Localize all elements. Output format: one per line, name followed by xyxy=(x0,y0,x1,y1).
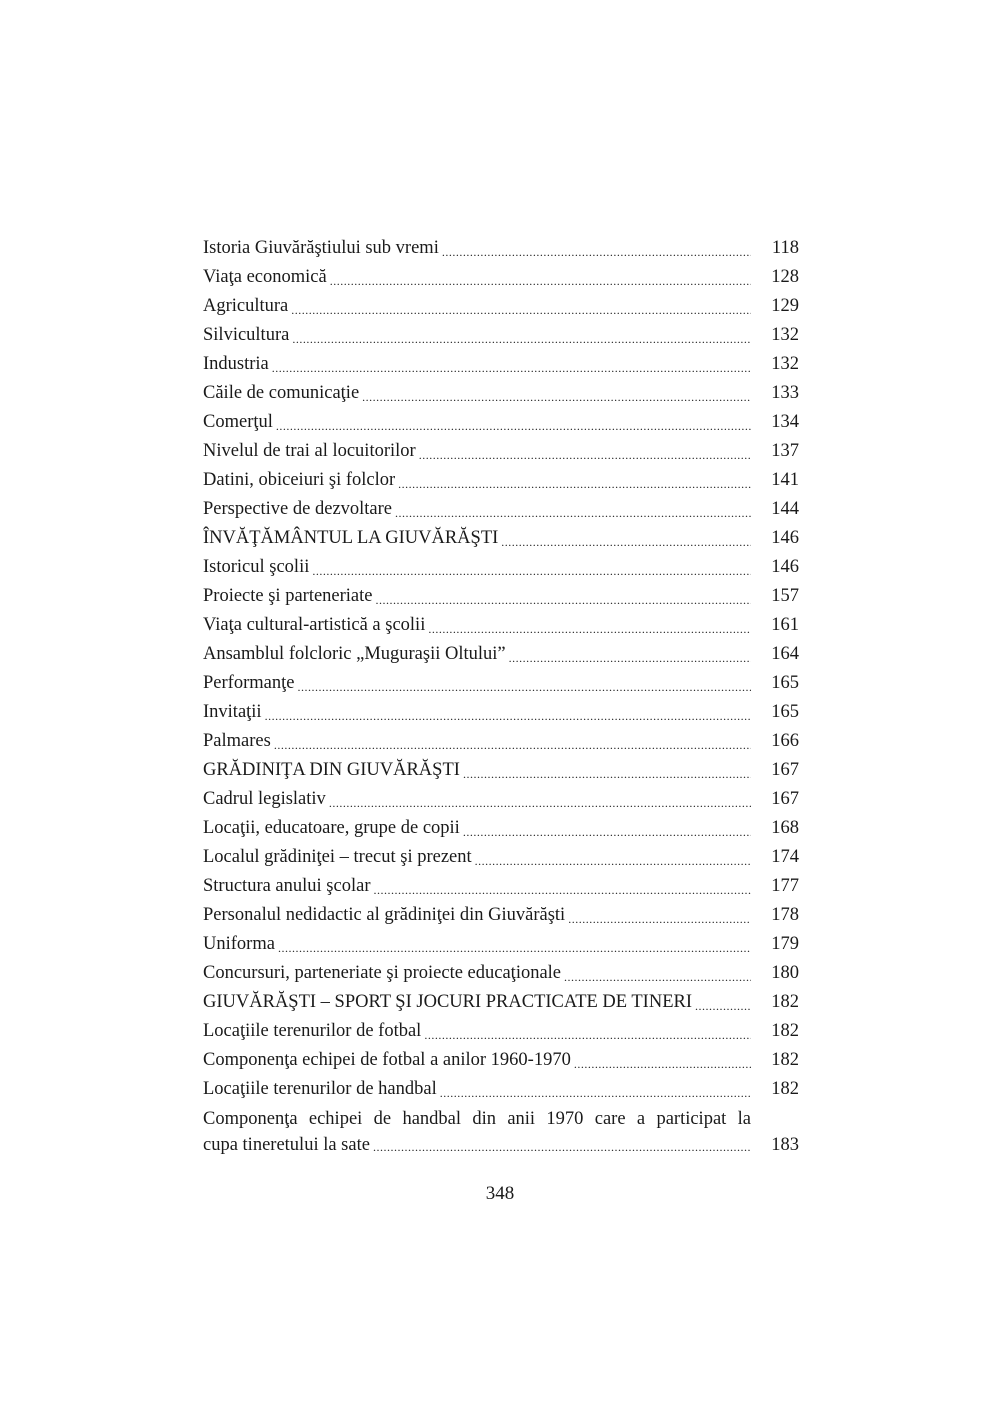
toc-entry xyxy=(203,292,799,321)
toc-entry-title: Uniforma xyxy=(203,934,275,954)
toc-entry-title: Perspective de dezvoltare xyxy=(203,499,393,519)
toc-entry xyxy=(203,1017,799,1046)
toc-entry-title: Invitaţii xyxy=(203,702,262,722)
toc-leader-dots xyxy=(274,734,751,756)
toc-entry xyxy=(203,582,799,611)
toc-entry-page: 132 xyxy=(771,354,799,374)
toc-entry xyxy=(203,756,799,785)
toc-entry-page: 178 xyxy=(771,905,799,925)
toc-entry xyxy=(203,234,799,263)
toc-leader-dots xyxy=(265,705,751,727)
toc-entry-title: Viaţa cultural-artistică a şcolii xyxy=(203,615,426,635)
toc-leader-dots xyxy=(312,560,751,582)
toc-entry xyxy=(203,1046,799,1075)
toc-entry xyxy=(203,263,799,292)
toc-leader-dots xyxy=(272,357,751,379)
toc-entry-title: Locaţii, educatoare, grupe de copii xyxy=(203,818,460,838)
toc-entry-page: 144 xyxy=(771,499,799,519)
toc-entry-title: Concursuri, parteneriate şi proiecte educaţionale xyxy=(203,963,562,983)
toc-entry xyxy=(203,640,799,669)
table-of-contents xyxy=(203,234,799,1158)
toc-entry xyxy=(203,379,799,408)
toc-entry-title: Comerţul xyxy=(203,412,273,432)
toc-entry-second-line xyxy=(203,1132,799,1158)
toc-entry-page: 183 xyxy=(771,1135,799,1155)
page-number: 348 xyxy=(485,1183,515,1204)
toc-entry-page: 133 xyxy=(771,383,799,403)
toc-entry-title: Performanţe xyxy=(203,673,295,693)
toc-entry-page: 177 xyxy=(771,876,799,896)
toc-leader-dots xyxy=(376,589,752,611)
toc-leader-dots xyxy=(278,937,751,959)
toc-entry-page: 141 xyxy=(771,470,799,490)
toc-entry-page: 161 xyxy=(771,615,799,635)
toc-entry-title: Palmares xyxy=(203,731,271,751)
toc-entry-title: Personalul nedidactic al grădiniţei din Giuvărăşti xyxy=(203,905,566,925)
toc-entry-title: GIUVĂRĂŞTI – SPORT ŞI JOCURI PRACTICATE DE TINERI xyxy=(203,992,693,1012)
toc-entry-page: 167 xyxy=(771,760,799,780)
toc-entry xyxy=(203,872,799,901)
toc-entry-title: Cadrul legislativ xyxy=(203,789,326,809)
toc-entry-page: 166 xyxy=(771,731,799,751)
toc-entry-page: 182 xyxy=(771,1021,799,1041)
toc-leader-dots xyxy=(297,676,751,698)
toc-leader-dots xyxy=(276,415,751,437)
toc-entry-title: GRĂDINIŢA DIN GIUVĂRĂŞTI xyxy=(203,760,460,780)
toc-entry-page: 128 xyxy=(771,267,799,287)
toc-leader-dots xyxy=(329,792,751,814)
toc-leader-dots xyxy=(463,821,751,843)
toc-entry-page: 146 xyxy=(771,528,799,548)
toc-entry xyxy=(203,321,799,350)
toc-leader-dots xyxy=(330,270,751,292)
toc-leader-dots xyxy=(362,386,751,408)
toc-entry-page: 146 xyxy=(771,557,799,577)
toc-entry-page: 157 xyxy=(771,586,799,606)
toc-entry xyxy=(203,350,799,379)
toc-entry xyxy=(203,669,799,698)
toc-entry xyxy=(203,959,799,988)
toc-entry-title: Industria xyxy=(203,354,269,374)
toc-leader-dots xyxy=(695,995,751,1017)
toc-entry-title-line1: Componenţa echipei de handbal din anii 1970 care a participat la xyxy=(203,1109,751,1129)
toc-entry-title: Silvicultura xyxy=(203,325,290,345)
toc-entry-page: 174 xyxy=(771,847,799,867)
toc-entry xyxy=(203,1075,799,1104)
toc-entry-page: 182 xyxy=(771,1050,799,1070)
toc-entry-page: 179 xyxy=(771,934,799,954)
toc-entry-title: Localul grădiniţei – trecut şi prezent xyxy=(203,847,472,867)
toc-entry-title: ÎNVĂŢĂMÂNTUL LA GIUVĂRĂŞTI xyxy=(203,528,499,548)
toc-entry-title: Structura anului şcolar xyxy=(203,876,371,896)
toc-entry-page: 134 xyxy=(771,412,799,432)
toc-entry xyxy=(203,495,799,524)
toc-entry xyxy=(203,988,799,1017)
toc-leader-dots xyxy=(428,618,751,640)
toc-entry-title-line2: cupa tineretului la sate xyxy=(203,1135,370,1155)
toc-entry xyxy=(203,901,799,930)
toc-leader-dots xyxy=(373,879,751,901)
toc-entry-title: Istoria Giuvărăştiului sub vremi xyxy=(203,238,439,258)
toc-entry-title: Proiecte şi parteneriate xyxy=(203,586,373,606)
toc-entry xyxy=(203,524,799,553)
toc-leader-dots xyxy=(440,1082,751,1104)
toc-entry-title: Datini, obiceiuri şi folclor xyxy=(203,470,396,490)
toc-entry xyxy=(203,698,799,727)
toc-entry-title: Agricultura xyxy=(203,296,289,316)
toc-leader-dots xyxy=(424,1024,751,1046)
toc-entry xyxy=(203,611,799,640)
toc-entry xyxy=(203,843,799,872)
toc-entry-page: 129 xyxy=(771,296,799,316)
toc-entry-page: 168 xyxy=(771,818,799,838)
toc-entry xyxy=(203,785,799,814)
toc-leader-dots xyxy=(475,850,751,872)
toc-entry-page: 182 xyxy=(771,992,799,1012)
toc-entry-page: 164 xyxy=(771,644,799,664)
toc-entry-page: 118 xyxy=(771,238,799,258)
toc-entry xyxy=(203,437,799,466)
toc-entry-title: Căile de comunicaţie xyxy=(203,383,360,403)
toc-entry xyxy=(203,727,799,756)
toc-entry-title: Viaţa economică xyxy=(203,267,327,287)
toc-entry-title: Locaţiile terenurilor de fotbal xyxy=(203,1021,422,1041)
toc-leader-dots xyxy=(419,444,751,466)
toc-leader-dots xyxy=(509,647,751,669)
toc-leader-dots xyxy=(395,502,751,524)
toc-leader-dots xyxy=(501,531,751,553)
toc-leader-dots xyxy=(463,763,751,785)
toc-leader-dots xyxy=(568,908,751,930)
toc-leader-dots xyxy=(292,328,751,350)
toc-entry-page: 137 xyxy=(771,441,799,461)
toc-entry-title: Locaţiile terenurilor de handbal xyxy=(203,1079,437,1099)
toc-entry-title: Ansamblul folcloric „Muguraşii Oltului” xyxy=(203,644,506,664)
toc-entry xyxy=(203,408,799,437)
toc-entry xyxy=(203,466,799,495)
toc-leader-dots xyxy=(398,473,751,495)
toc-entry-title: Nivelul de trai al locuitorilor xyxy=(203,441,416,461)
toc-leader-dots xyxy=(564,966,751,988)
toc-entry xyxy=(203,814,799,843)
toc-leader-dots xyxy=(373,1136,751,1158)
toc-entry-page: 165 xyxy=(771,702,799,722)
toc-entry-page: 180 xyxy=(771,963,799,983)
toc-entry-page: 167 xyxy=(771,789,799,809)
toc-entry xyxy=(203,930,799,959)
toc-entry-title: Componenţa echipei de fotbal a anilor 1960-1970 xyxy=(203,1050,571,1070)
toc-entry-title: Istoricul şcolii xyxy=(203,557,310,577)
toc-leader-dots xyxy=(291,299,751,321)
toc-entry-page: 165 xyxy=(771,673,799,693)
toc-entry-multiline xyxy=(203,1106,799,1158)
toc-leader-dots xyxy=(574,1053,751,1075)
toc-entry-page: 132 xyxy=(771,325,799,345)
toc-entry xyxy=(203,553,799,582)
toc-leader-dots xyxy=(442,241,751,263)
toc-entry-page: 182 xyxy=(771,1079,799,1099)
